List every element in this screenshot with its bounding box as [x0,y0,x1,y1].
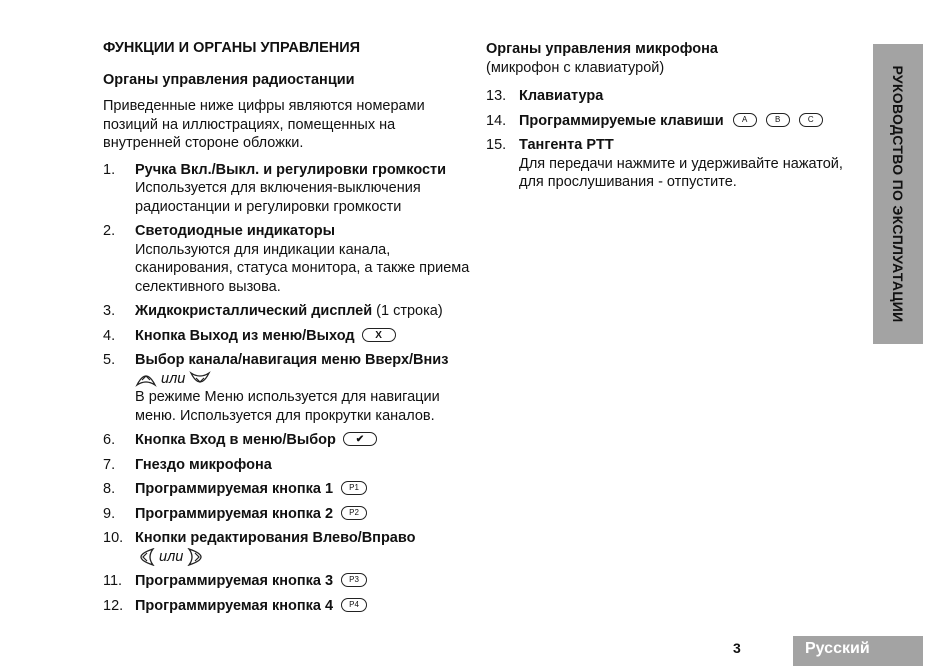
or-text: или [159,548,184,565]
item-title: Клавиатура [519,88,604,104]
item-number: 5. [103,352,116,368]
item-number: 7. [103,456,116,473]
mic-controls-heading: Органы управления микрофона [486,41,718,57]
list-item [103,597,473,616]
language-tab: Русский [793,636,923,666]
item-title: Выбор канала/навигация меню Вверх/Вниз [135,352,449,368]
list-item [103,161,473,217]
item-number: 4. [103,327,116,344]
item-number: 15. [486,137,507,153]
item-number: 2. [103,223,116,239]
item-keys-line [135,370,473,389]
item-number: 1. [103,161,116,178]
item-number: 3. [103,303,116,319]
list-item [103,529,473,566]
list-item [103,505,473,524]
list-item [486,112,846,131]
item-number: 6. [103,432,116,448]
select-key-icon: ✔ [343,432,377,446]
item-title: Гнездо микрофона [135,456,272,473]
item-title: Тангента PTT [519,137,614,153]
arrow-up-key-icon [135,371,157,387]
item-title: Кнопка Вход в меню/Выбор [135,432,336,448]
arrow-down-key-icon [189,371,211,387]
p4-key-icon: P4 [341,598,367,612]
key-a-icon: A [733,113,757,127]
item-number: 13. [486,88,507,104]
right-column [486,40,846,198]
arrow-left-key-icon [135,548,155,566]
item-number: 8. [103,481,116,497]
item-title: Программируемые клавиши [519,112,724,129]
item-number: 9. [103,505,116,522]
key-b-icon: B [766,113,790,127]
item-keys-line [135,548,473,567]
list-item [103,572,473,591]
item-description: Используется для включения-выключения радиостанции и регулировки громкости [135,180,421,215]
p1-key-icon: P1 [341,481,367,495]
item-number: 10. [103,530,124,546]
left-column [103,40,473,621]
list-item [103,351,473,425]
intro-paragraph: Приведенные ниже цифры являются номерами позиций на иллюстрациях, помещенных на внутренней стороне обложки. [103,98,425,151]
item-description: Для передачи нажмите и удерживайте нажатой, для прослушивания - отпустите. [519,155,843,190]
item-title: Ручка Вкл./Выкл. и регулировки громкости [135,161,447,178]
item-number: 11. [103,573,123,589]
item-number: 14. [486,112,507,129]
item-extra: (1 строка) [372,303,443,319]
list-item [103,327,473,346]
list-item [103,222,473,296]
side-tab [873,44,923,344]
item-number: 12. [103,597,124,614]
exit-key-icon: X [362,328,396,342]
side-tab-label: РУКОВОДСТВО ПО ЭКСПЛУАТАЦИИ [890,65,906,323]
list-item [103,431,473,450]
key-c-icon: C [799,113,823,127]
list-item [486,136,846,192]
item-title: Программируемая кнопка 3 [135,573,334,589]
mic-controls-subheading: (микрофон с клавиатурой) [486,59,665,76]
arrow-right-key-icon [187,548,207,566]
page-number: 3 [733,640,741,656]
item-description: В режиме Меню используется для навигации меню. Используется для прокрутки каналов. [135,389,440,424]
list-item [103,302,473,321]
section-heading: ФУНКЦИИ И ОРГАНЫ УПРАВЛЕНИЯ [103,40,361,56]
p3-key-icon: P3 [341,573,367,587]
list-item [103,456,473,475]
item-title: Кнопка Выход из меню/Выход [135,327,355,344]
radio-controls-heading: Органы управления радиостанции [103,72,355,88]
list-item [103,480,473,499]
item-description: Используются для индикации канала, сканирования, статуса монитора, а также приема селективного вызова. [135,241,470,295]
p2-key-icon: P2 [341,506,367,520]
item-title: Светодиодные индикаторы [135,223,335,239]
item-title: Жидкокристаллический дисплей [135,303,373,319]
item-title: Программируемая кнопка 2 [135,505,334,522]
list-item [486,87,846,106]
item-title: Кнопки редактирования Влево/Вправо [135,530,416,546]
item-title: Программируемая кнопка 4 [135,597,334,614]
item-title: Программируемая кнопка 1 [135,481,334,497]
or-text: или [161,370,186,387]
